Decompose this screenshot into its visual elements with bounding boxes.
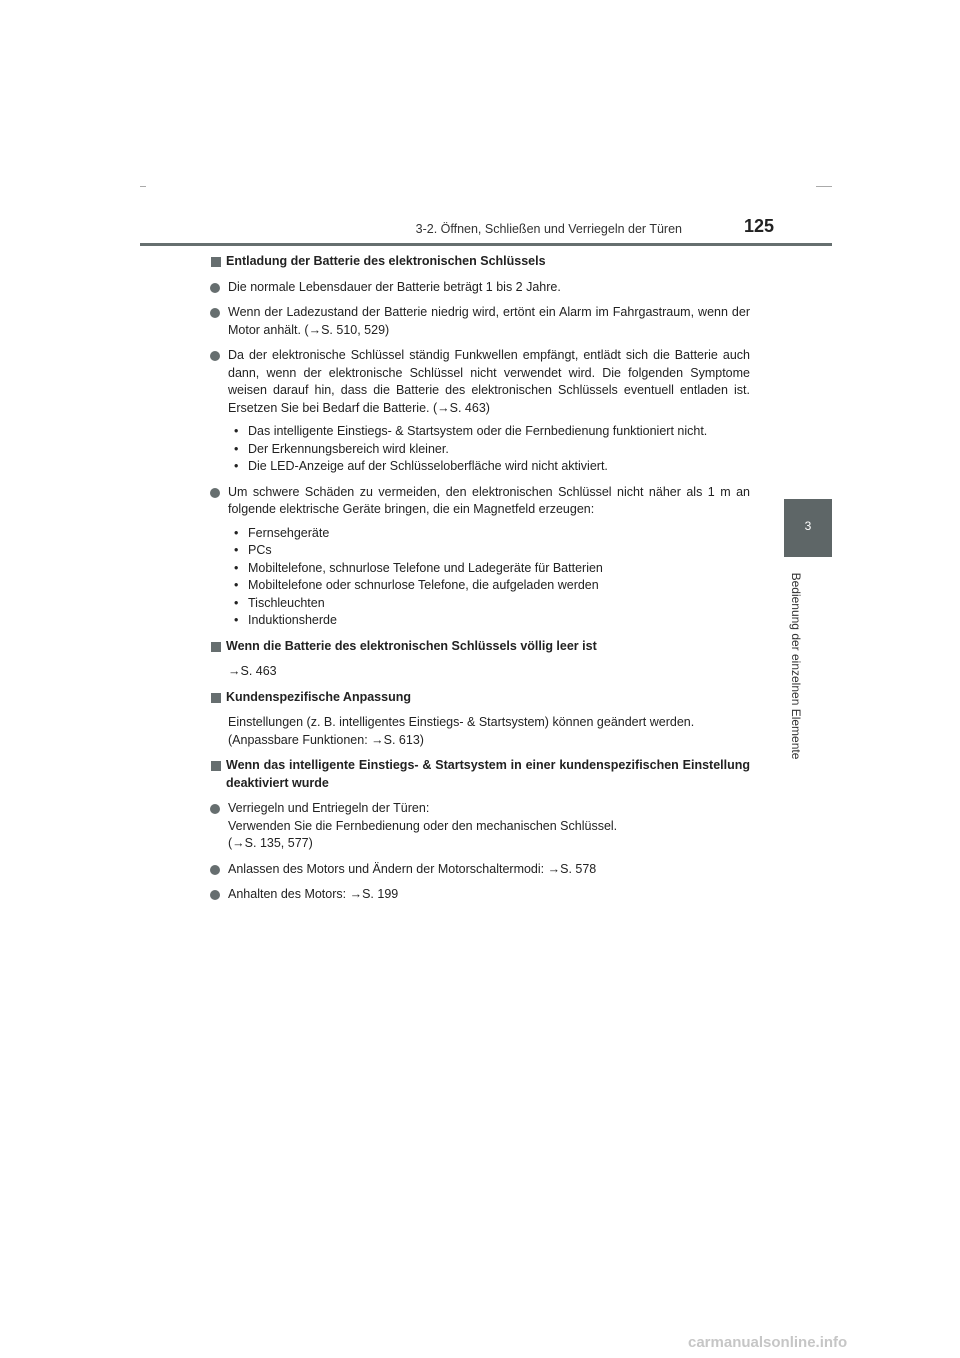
cross-reference: →S. 463 — [228, 664, 277, 678]
circle-bullet-icon — [210, 351, 220, 361]
chapter-tab-number: 3 — [804, 519, 812, 533]
section-heading: Kundenspezifische Anpassung — [210, 689, 750, 707]
circle-bullet-icon — [210, 283, 220, 293]
circle-bullet-icon — [210, 804, 220, 814]
square-bullet-icon — [211, 257, 221, 267]
page-content — [210, 253, 750, 912]
list-item: Die normale Lebensdauer der Batterie beträgt 1 bis 2 Jahre. — [210, 279, 750, 297]
list-item: • Induktionsherde — [230, 612, 750, 630]
list-item: • Mobiltelefone oder schnurlose Telefone, die aufgeladen werden — [230, 577, 750, 595]
page-number: 125 — [743, 216, 774, 236]
paragraph: Einstellungen (z. B. intelligentes Einstiegs- & Startsystem) können geändert werden. (Anpassbare Funktionen: →S. 613) — [228, 715, 695, 747]
watermark-text: carmanualsonline.info — [688, 1334, 848, 1351]
crop-mark-right — [816, 186, 832, 187]
list-item: • Tischleuchten — [230, 595, 750, 613]
list-item: Anhalten des Motors: →S. 199 — [210, 886, 750, 904]
chapter-title: 3-2. Öffnen, Schließen und Verriegeln der Türen — [415, 222, 682, 236]
list-item: Wenn der Ladezustand der Batterie niedrig wird, ertönt ein Alarm im Fahrgastraum, wenn der Motor anhält. (→S. 510, 529) — [210, 304, 750, 339]
chapter-side-title-text: Bedienung der einzelnen Elemente — [789, 572, 803, 760]
crop-mark-left — [140, 186, 146, 187]
device-list — [230, 525, 750, 630]
list-item: • PCs — [230, 542, 750, 560]
section-heading: Wenn das intelligente Einstiegs- & Startsystem in einer kundenspezifischen Einstellung deaktiviert wurde — [210, 757, 750, 792]
square-bullet-icon — [211, 693, 221, 703]
list-item: Um schwere Schäden zu vermeiden, den elektronischen Schlüssel nicht näher als 1 m an folgende elektrische Geräte bringen, die ein Magnetfeld erzeugen: — [210, 484, 750, 519]
section-heading: Entladung der Batterie des elektronischen Schlüssels — [210, 253, 750, 271]
list-item: • Das intelligente Einstiegs- & Startsystem oder die Fernbedienung funktioniert nicht. — [230, 423, 750, 441]
list-item: • Die LED-Anzeige auf der Schlüsseloberfläche wird nicht aktiviert. — [230, 458, 750, 476]
circle-bullet-icon — [210, 308, 220, 318]
list-item: • Der Erkennungsbereich wird kleiner. — [230, 441, 750, 459]
circle-bullet-icon — [210, 488, 220, 498]
circle-bullet-icon — [210, 890, 220, 900]
square-bullet-icon — [211, 761, 221, 771]
list-item: • Fernsehgeräte — [230, 525, 750, 543]
chapter-side-title — [789, 562, 803, 770]
square-bullet-icon — [211, 642, 221, 652]
section-heading: Wenn die Batterie des elektronischen Schlüssels völlig leer ist — [210, 638, 750, 656]
header-rule — [140, 243, 832, 246]
chapter-tab — [784, 499, 832, 557]
list-item: • Mobiltelefone, schnurlose Telefone und Ladegeräte für Batterien — [230, 560, 750, 578]
list-item: Anlassen des Motors und Ändern der Motorschaltermodi: →S. 578 — [210, 861, 750, 879]
list-item: Da der elektronische Schlüssel ständig Funkwellen empfängt, entlädt sich die Batterie auch dann, wenn der elektronische Schlüssel nicht verwendet wird. Die folgenden Symptome weisen darauf hin, dass die Batterie des elektronischen Schlüssels eventuell entladen ist. Ersetzen Sie bei Bedarf die Batterie. (→S. 463) — [210, 347, 750, 417]
circle-bullet-icon — [210, 865, 220, 875]
list-item: Verriegeln und Entriegeln der Türen: Verwenden Sie die Fernbedienung oder den mechanischen Schlüssel. (→S. 135, 577) — [210, 800, 750, 853]
symptom-list — [230, 423, 750, 476]
